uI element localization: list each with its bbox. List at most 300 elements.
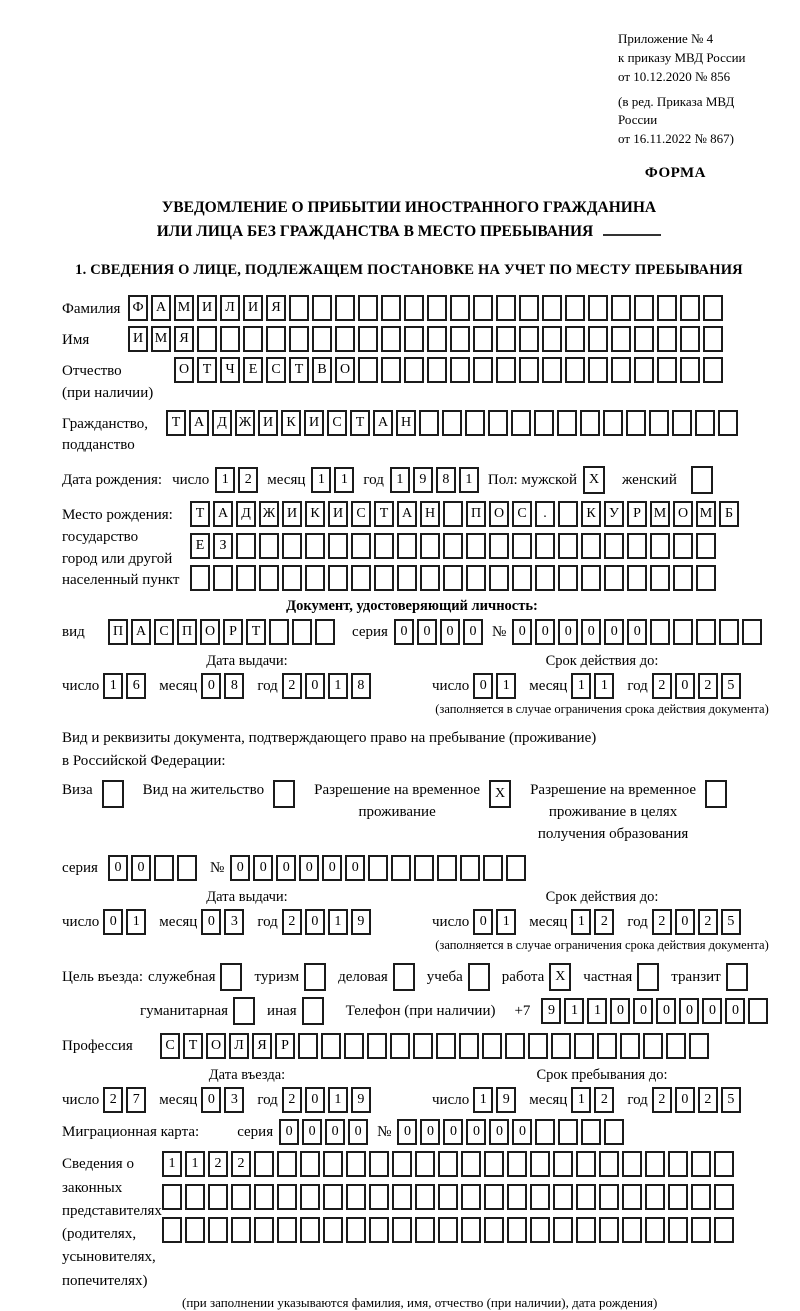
char-box[interactable] [392, 1217, 412, 1243]
char-box[interactable]: 1 [185, 1151, 205, 1177]
char-box[interactable] [726, 963, 748, 991]
char-box[interactable] [622, 1217, 642, 1243]
char-box[interactable] [450, 326, 470, 352]
char-box[interactable]: 1 [126, 909, 146, 935]
char-box[interactable] [300, 1184, 320, 1210]
char-box[interactable] [460, 855, 480, 881]
char-box[interactable] [535, 565, 555, 591]
char-box[interactable] [558, 533, 578, 559]
char-box[interactable] [259, 533, 279, 559]
char-box[interactable]: 0 [512, 1119, 532, 1145]
char-box[interactable] [436, 1033, 456, 1059]
char-box[interactable] [438, 1184, 458, 1210]
char-box[interactable]: 0 [302, 1119, 322, 1145]
char-box[interactable] [414, 855, 434, 881]
char-box[interactable] [473, 357, 493, 383]
char-box[interactable] [220, 963, 242, 991]
char-box[interactable]: 9 [413, 467, 433, 493]
char-box[interactable]: У [604, 501, 624, 527]
char-box[interactable]: Л [220, 295, 240, 321]
char-box[interactable]: 0 [201, 673, 221, 699]
char-box[interactable]: X [583, 466, 605, 494]
char-box[interactable]: А [131, 619, 151, 645]
char-box[interactable] [243, 326, 263, 352]
char-box[interactable] [450, 295, 470, 321]
char-box[interactable] [673, 533, 693, 559]
char-box[interactable]: С [154, 619, 174, 645]
char-box[interactable] [381, 295, 401, 321]
char-box[interactable] [102, 780, 124, 808]
char-box[interactable]: Р [223, 619, 243, 645]
char-box[interactable] [437, 855, 457, 881]
char-box[interactable]: Т [197, 357, 217, 383]
char-box[interactable]: Д [236, 501, 256, 527]
char-box[interactable]: 0 [253, 855, 273, 881]
char-box[interactable]: 0 [512, 619, 532, 645]
char-box[interactable] [266, 326, 286, 352]
char-box[interactable]: 0 [348, 1119, 368, 1145]
char-box[interactable]: 1 [571, 909, 591, 935]
char-box[interactable] [620, 1033, 640, 1059]
char-box[interactable]: Б [719, 501, 739, 527]
char-box[interactable]: Л [229, 1033, 249, 1059]
char-box[interactable]: Н [420, 501, 440, 527]
char-box[interactable] [588, 295, 608, 321]
char-box[interactable]: П [466, 501, 486, 527]
char-box[interactable]: 9 [496, 1087, 516, 1113]
char-box[interactable] [404, 357, 424, 383]
char-box[interactable] [197, 326, 217, 352]
char-box[interactable] [312, 295, 332, 321]
char-box[interactable] [689, 1033, 709, 1059]
char-box[interactable] [450, 357, 470, 383]
char-box[interactable] [488, 410, 508, 436]
char-box[interactable] [496, 357, 516, 383]
char-box[interactable] [668, 1217, 688, 1243]
char-box[interactable]: О [673, 501, 693, 527]
char-box[interactable]: О [489, 501, 509, 527]
char-box[interactable]: И [282, 501, 302, 527]
char-box[interactable]: 3 [224, 1087, 244, 1113]
char-box[interactable]: 8 [436, 467, 456, 493]
char-box[interactable] [208, 1217, 228, 1243]
char-box[interactable]: Т [246, 619, 266, 645]
char-box[interactable]: И [304, 410, 324, 436]
char-box[interactable] [185, 1217, 205, 1243]
char-box[interactable]: 2 [238, 467, 258, 493]
char-box[interactable] [397, 533, 417, 559]
char-box[interactable]: 1 [473, 1087, 493, 1113]
char-box[interactable]: О [200, 619, 220, 645]
char-box[interactable]: О [174, 357, 194, 383]
char-box[interactable]: 0 [299, 855, 319, 881]
char-box[interactable] [496, 326, 516, 352]
char-box[interactable] [507, 1184, 527, 1210]
char-box[interactable]: З [213, 533, 233, 559]
char-box[interactable] [604, 533, 624, 559]
char-box[interactable]: 0 [108, 855, 128, 881]
char-box[interactable]: 0 [420, 1119, 440, 1145]
char-box[interactable] [358, 357, 378, 383]
char-box[interactable] [599, 1217, 619, 1243]
char-box[interactable] [519, 357, 539, 383]
char-box[interactable] [581, 565, 601, 591]
char-box[interactable]: Т [190, 501, 210, 527]
char-box[interactable]: X [489, 780, 511, 808]
char-box[interactable]: 9 [351, 1087, 371, 1113]
char-box[interactable] [691, 1184, 711, 1210]
char-box[interactable]: 3 [224, 909, 244, 935]
char-box[interactable] [415, 1184, 435, 1210]
char-box[interactable] [507, 1217, 527, 1243]
char-box[interactable] [649, 410, 669, 436]
char-box[interactable] [443, 533, 463, 559]
char-box[interactable] [236, 533, 256, 559]
char-box[interactable]: А [151, 295, 171, 321]
char-box[interactable] [714, 1217, 734, 1243]
char-box[interactable] [466, 565, 486, 591]
char-box[interactable]: 0 [466, 1119, 486, 1145]
char-box[interactable]: 2 [231, 1151, 251, 1177]
char-box[interactable]: К [281, 410, 301, 436]
char-box[interactable] [519, 295, 539, 321]
char-box[interactable]: 5 [721, 673, 741, 699]
char-box[interactable]: 8 [224, 673, 244, 699]
char-box[interactable] [289, 295, 309, 321]
char-box[interactable] [657, 326, 677, 352]
char-box[interactable] [358, 295, 378, 321]
char-box[interactable] [461, 1151, 481, 1177]
char-box[interactable] [519, 326, 539, 352]
char-box[interactable]: 0 [535, 619, 555, 645]
char-box[interactable]: М [650, 501, 670, 527]
char-box[interactable] [622, 1151, 642, 1177]
char-box[interactable] [461, 1184, 481, 1210]
char-box[interactable] [305, 533, 325, 559]
char-box[interactable]: 1 [390, 467, 410, 493]
char-box[interactable] [581, 533, 601, 559]
char-box[interactable]: С [160, 1033, 180, 1059]
char-box[interactable]: И [258, 410, 278, 436]
char-box[interactable]: И [128, 326, 148, 352]
char-box[interactable] [328, 533, 348, 559]
char-box[interactable] [553, 1184, 573, 1210]
char-box[interactable] [680, 326, 700, 352]
char-box[interactable] [420, 565, 440, 591]
char-box[interactable]: Ж [259, 501, 279, 527]
char-box[interactable]: 0 [675, 1087, 695, 1113]
char-box[interactable] [512, 533, 532, 559]
char-box[interactable] [484, 1217, 504, 1243]
char-box[interactable] [557, 410, 577, 436]
char-box[interactable]: 1 [571, 1087, 591, 1113]
char-box[interactable] [190, 565, 210, 591]
char-box[interactable] [650, 565, 670, 591]
char-box[interactable] [553, 1151, 573, 1177]
char-box[interactable] [289, 326, 309, 352]
char-box[interactable]: 0 [397, 1119, 417, 1145]
char-box[interactable] [643, 1033, 663, 1059]
char-box[interactable]: Я [252, 1033, 272, 1059]
char-box[interactable] [259, 565, 279, 591]
char-box[interactable] [604, 565, 624, 591]
char-box[interactable] [420, 533, 440, 559]
char-box[interactable]: 1 [564, 998, 584, 1024]
char-box[interactable]: . [535, 501, 555, 527]
char-box[interactable] [558, 565, 578, 591]
char-box[interactable] [346, 1151, 366, 1177]
char-box[interactable]: 9 [351, 909, 371, 935]
char-box[interactable] [534, 410, 554, 436]
char-box[interactable] [530, 1217, 550, 1243]
char-box[interactable] [645, 1184, 665, 1210]
char-box[interactable]: 1 [215, 467, 235, 493]
char-box[interactable]: 0 [675, 673, 695, 699]
char-box[interactable] [673, 619, 693, 645]
char-box[interactable] [551, 1033, 571, 1059]
char-box[interactable] [668, 1184, 688, 1210]
char-box[interactable] [672, 410, 692, 436]
char-box[interactable]: 0 [473, 909, 493, 935]
char-box[interactable] [185, 1184, 205, 1210]
char-box[interactable] [213, 565, 233, 591]
char-box[interactable] [542, 295, 562, 321]
char-box[interactable] [315, 619, 335, 645]
char-box[interactable] [574, 1033, 594, 1059]
char-box[interactable] [484, 1184, 504, 1210]
char-box[interactable] [691, 1217, 711, 1243]
char-box[interactable] [374, 565, 394, 591]
char-box[interactable]: Ф [128, 295, 148, 321]
char-box[interactable] [277, 1217, 297, 1243]
char-box[interactable]: М [696, 501, 716, 527]
char-box[interactable]: 1 [162, 1151, 182, 1177]
char-box[interactable] [565, 326, 585, 352]
char-box[interactable] [634, 295, 654, 321]
char-box[interactable] [442, 410, 462, 436]
char-box[interactable]: 1 [328, 673, 348, 699]
char-box[interactable]: К [581, 501, 601, 527]
char-box[interactable]: 0 [463, 619, 483, 645]
char-box[interactable]: 2 [103, 1087, 123, 1113]
char-box[interactable] [505, 1033, 525, 1059]
char-box[interactable] [392, 1184, 412, 1210]
char-box[interactable] [328, 565, 348, 591]
char-box[interactable] [473, 326, 493, 352]
char-box[interactable] [346, 1217, 366, 1243]
char-box[interactable]: 0 [279, 1119, 299, 1145]
char-box[interactable]: 2 [698, 673, 718, 699]
char-box[interactable] [282, 533, 302, 559]
char-box[interactable]: 0 [473, 673, 493, 699]
char-box[interactable] [277, 1184, 297, 1210]
char-box[interactable]: Н [396, 410, 416, 436]
char-box[interactable]: 1 [103, 673, 123, 699]
char-box[interactable] [558, 1119, 578, 1145]
char-box[interactable] [236, 565, 256, 591]
char-box[interactable]: П [177, 619, 197, 645]
char-box[interactable]: 0 [633, 998, 653, 1024]
char-box[interactable]: 2 [698, 1087, 718, 1113]
char-box[interactable] [657, 295, 677, 321]
char-box[interactable] [413, 1033, 433, 1059]
char-box[interactable]: И [197, 295, 217, 321]
char-box[interactable]: Т [166, 410, 186, 436]
char-box[interactable] [305, 565, 325, 591]
char-box[interactable] [369, 1151, 389, 1177]
char-box[interactable] [381, 357, 401, 383]
char-box[interactable] [374, 533, 394, 559]
char-box[interactable]: О [335, 357, 355, 383]
char-box[interactable] [528, 1033, 548, 1059]
char-box[interactable] [304, 963, 326, 991]
char-box[interactable] [496, 295, 516, 321]
char-box[interactable] [696, 533, 716, 559]
char-box[interactable] [703, 326, 723, 352]
char-box[interactable]: Ж [235, 410, 255, 436]
char-box[interactable] [351, 565, 371, 591]
char-box[interactable] [599, 1151, 619, 1177]
char-box[interactable] [530, 1184, 550, 1210]
char-box[interactable] [427, 326, 447, 352]
char-box[interactable] [390, 1033, 410, 1059]
char-box[interactable]: Е [243, 357, 263, 383]
char-box[interactable]: 0 [201, 909, 221, 935]
char-box[interactable]: 0 [325, 1119, 345, 1145]
char-box[interactable] [323, 1184, 343, 1210]
char-box[interactable] [657, 357, 677, 383]
char-box[interactable]: Р [627, 501, 647, 527]
char-box[interactable] [666, 1033, 686, 1059]
char-box[interactable] [714, 1184, 734, 1210]
char-box[interactable] [705, 780, 727, 808]
char-box[interactable]: 2 [208, 1151, 228, 1177]
char-box[interactable]: М [174, 295, 194, 321]
char-box[interactable] [335, 295, 355, 321]
char-box[interactable]: 7 [126, 1087, 146, 1113]
char-box[interactable] [581, 1119, 601, 1145]
char-box[interactable]: 2 [594, 1087, 614, 1113]
char-box[interactable] [565, 357, 585, 383]
char-box[interactable] [626, 410, 646, 436]
char-box[interactable]: 0 [725, 998, 745, 1024]
char-box[interactable] [351, 533, 371, 559]
char-box[interactable]: Т [350, 410, 370, 436]
char-box[interactable] [530, 1151, 550, 1177]
char-box[interactable]: 0 [201, 1087, 221, 1113]
char-box[interactable] [443, 501, 463, 527]
char-box[interactable] [419, 410, 439, 436]
char-box[interactable] [231, 1217, 251, 1243]
char-box[interactable]: 2 [652, 909, 672, 935]
char-box[interactable] [542, 326, 562, 352]
char-box[interactable]: 0 [656, 998, 676, 1024]
char-box[interactable]: 0 [394, 619, 414, 645]
char-box[interactable] [611, 357, 631, 383]
char-box[interactable] [443, 565, 463, 591]
char-box[interactable] [507, 1151, 527, 1177]
char-box[interactable]: 1 [594, 673, 614, 699]
char-box[interactable]: Е [190, 533, 210, 559]
char-box[interactable] [553, 1217, 573, 1243]
char-box[interactable] [473, 295, 493, 321]
char-box[interactable] [302, 997, 324, 1025]
char-box[interactable] [404, 295, 424, 321]
char-box[interactable]: 8 [351, 673, 371, 699]
char-box[interactable] [668, 1151, 688, 1177]
char-box[interactable]: 0 [702, 998, 722, 1024]
char-box[interactable]: 0 [131, 855, 151, 881]
char-box[interactable] [254, 1151, 274, 1177]
char-box[interactable] [680, 295, 700, 321]
char-box[interactable]: 0 [440, 619, 460, 645]
char-box[interactable] [691, 466, 713, 494]
char-box[interactable] [576, 1217, 596, 1243]
char-box[interactable]: И [243, 295, 263, 321]
char-box[interactable] [703, 295, 723, 321]
char-box[interactable]: 0 [230, 855, 250, 881]
char-box[interactable]: 1 [587, 998, 607, 1024]
char-box[interactable] [695, 410, 715, 436]
char-box[interactable]: И [328, 501, 348, 527]
char-box[interactable] [177, 855, 197, 881]
char-box[interactable] [506, 855, 526, 881]
char-box[interactable]: С [327, 410, 347, 436]
char-box[interactable] [489, 565, 509, 591]
char-box[interactable] [650, 533, 670, 559]
char-box[interactable] [489, 533, 509, 559]
char-box[interactable] [576, 1151, 596, 1177]
char-box[interactable]: К [305, 501, 325, 527]
char-box[interactable] [369, 1217, 389, 1243]
char-box[interactable] [703, 357, 723, 383]
char-box[interactable]: 1 [334, 467, 354, 493]
char-box[interactable] [298, 1033, 318, 1059]
char-box[interactable] [208, 1184, 228, 1210]
char-box[interactable]: Т [183, 1033, 203, 1059]
char-box[interactable]: С [351, 501, 371, 527]
char-box[interactable]: 0 [675, 909, 695, 935]
char-box[interactable]: 0 [558, 619, 578, 645]
char-box[interactable]: 0 [443, 1119, 463, 1145]
char-box[interactable]: 0 [604, 619, 624, 645]
char-box[interactable] [300, 1217, 320, 1243]
char-box[interactable]: В [312, 357, 332, 383]
char-box[interactable] [535, 533, 555, 559]
char-box[interactable] [461, 1217, 481, 1243]
char-box[interactable] [220, 326, 240, 352]
char-box[interactable]: 2 [282, 1087, 302, 1113]
char-box[interactable] [269, 619, 289, 645]
char-box[interactable]: Я [174, 326, 194, 352]
char-box[interactable] [512, 565, 532, 591]
char-box[interactable] [346, 1184, 366, 1210]
char-box[interactable] [369, 1184, 389, 1210]
char-box[interactable]: М [151, 326, 171, 352]
char-box[interactable] [233, 997, 255, 1025]
char-box[interactable] [748, 998, 768, 1024]
char-box[interactable] [484, 1151, 504, 1177]
char-box[interactable] [427, 357, 447, 383]
char-box[interactable]: 1 [571, 673, 591, 699]
char-box[interactable] [367, 1033, 387, 1059]
char-box[interactable] [323, 1151, 343, 1177]
char-box[interactable] [714, 1151, 734, 1177]
char-box[interactable]: С [266, 357, 286, 383]
char-box[interactable] [292, 619, 312, 645]
char-box[interactable] [650, 619, 670, 645]
char-box[interactable] [368, 855, 388, 881]
